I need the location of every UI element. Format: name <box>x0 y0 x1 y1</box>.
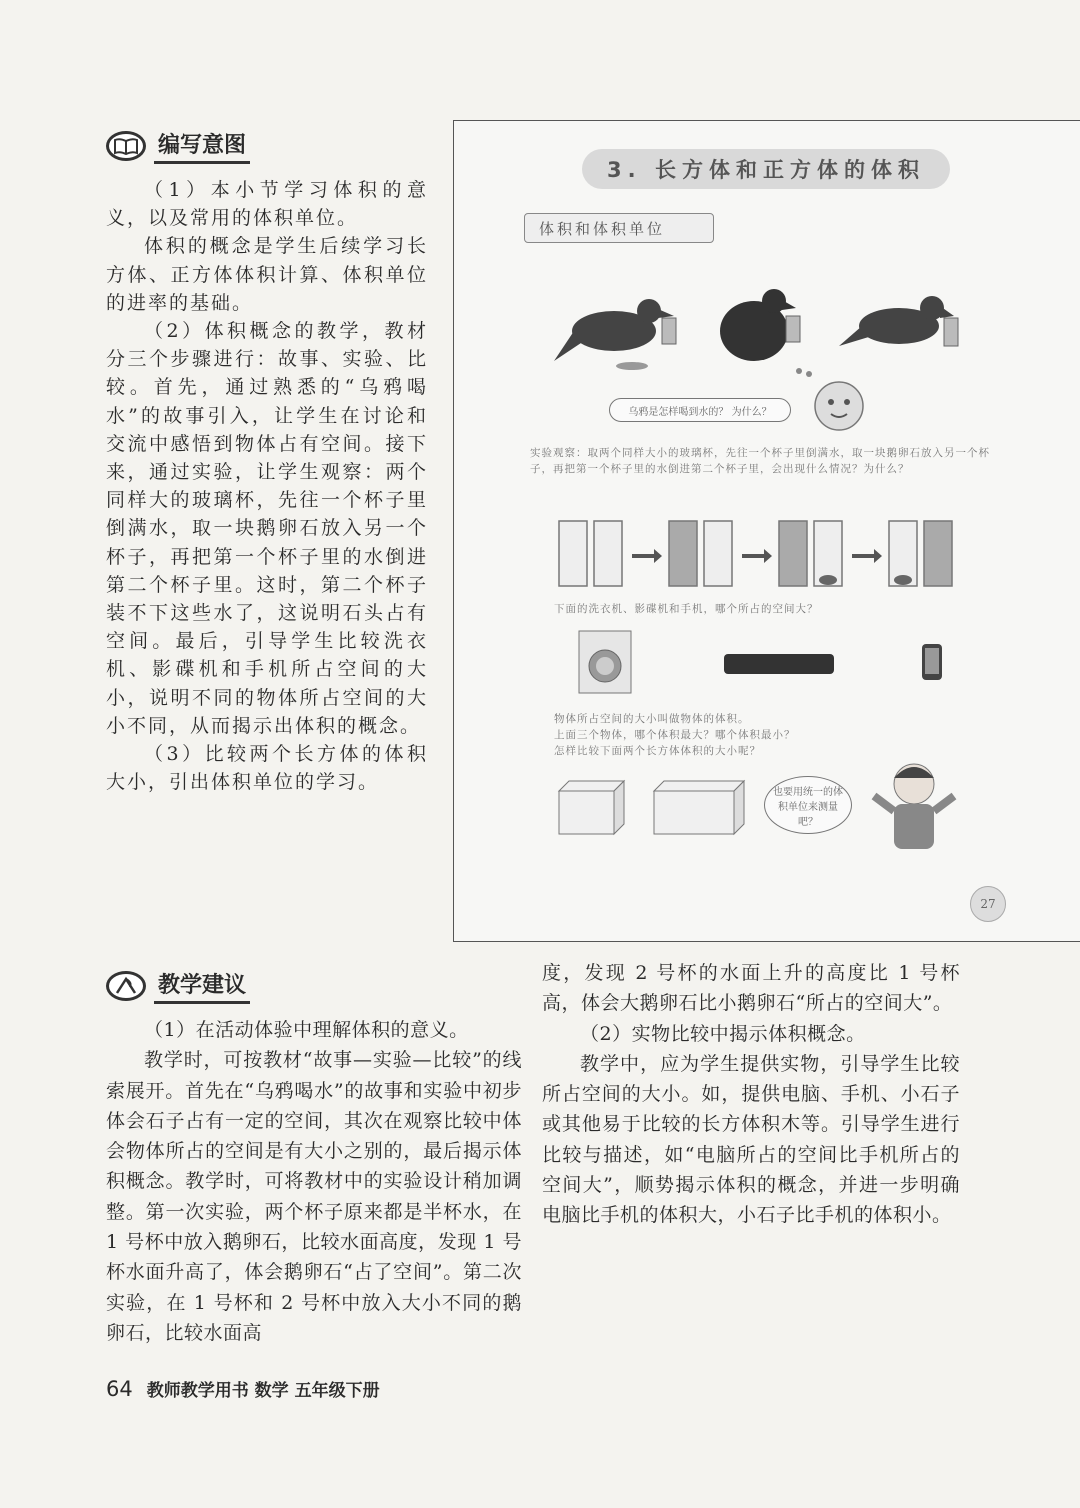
space-question: 下面的洗衣机、影碟机和手机，哪个所占的空间大？ <box>554 603 819 615</box>
section-title: 编写意图 <box>154 128 250 164</box>
paragraph: 教学时，可按教材“故事—实验—比较”的线索展开。首先在“乌鸦喝水”的故事和实验中初步体会石子占有一定的空间，其次在观察比较中体会物体所占的空间是有大小之别的，最后揭示体积概念。教学时，可将教材中的实验设计稍加调整。第一次实验，两个杯子原来都是半杯水，在 1 号杯中放入鹅卵石，比较水面高度，发现 1 号杯水面升高了，体会鹅卵石“占了空间”。第二次实验，在 1 号杯和 2 号杯中放入大小不同的鹅卵石，比较水面高 <box>106 1049 522 1344</box>
cups-experiment <box>554 516 974 596</box>
crow-1 <box>554 299 676 370</box>
cuboids-illustration <box>554 776 754 836</box>
paragraph: 教学中，应为学生提供实物，引导学生比较所占空间的大小。如，提供电脑、手机、小石子或其他易于比较的长方体积木等。引导学生进行比较与描述，如“电脑所占的空间比手机所占的空间大”，顺势揭示体积的概念，并进一步明确电脑比手机的体积大，小石子比手机的体积小。 <box>542 1052 960 1227</box>
crow-2 <box>720 289 812 377</box>
objects-illustration <box>574 626 954 701</box>
paragraph: 体积的概念是学生后续学习长方体、正方体体积计算、体积单位的进率的基础。 <box>106 235 428 314</box>
open-book-icon <box>106 131 146 161</box>
page-number: 64 <box>106 1377 133 1401</box>
crow-3 <box>839 296 958 346</box>
suggestions-right-column <box>542 958 960 1231</box>
experiment-text: 实验观察：取两个同样大小的玻璃杯，先往一个杯子里倒满水，取一块鹅卵石放入另一个杯子，再把第一个杯子里的水倒进第二个杯子里，会出现什么情况？为什么？ <box>530 447 990 475</box>
teaching-icon <box>106 971 146 1001</box>
volume-concept: 物体所占空间的大小叫做物体的体积。 <box>554 713 750 725</box>
crow-illustration <box>554 276 974 386</box>
intent-text <box>106 176 428 796</box>
compare-question: 怎样比较下面两个长方体体积的大小呢？ <box>554 745 761 757</box>
paragraph: （2）体积概念的教学，教材分三个步骤进行：故事、实验、比较。首先，通过熟悉的“乌鸦喝水”的故事引入，让学生在讨论和交流中感悟到物体占有空间。接下来，通过实验，让学生观察：两个同样大的玻璃杯，先往一个杯子里倒满水，取一块鹅卵石放入另一个杯子，再把第一个杯子里的水倒进第二个杯子里。这时，第二个杯子装不下这些水了，这说明石头占有空间。最后，引导学生比较洗衣机、影碟机和手机所占空间的大小，说明不同的物体所占空间的大小不同，从而揭示出体积的概念。 <box>106 320 428 737</box>
paragraph: （3）比较两个长方体的体积大小，引出体积单位的学习。 <box>106 743 428 794</box>
book-title: 教师教学用书 数学 五年级下册 <box>146 1381 380 1401</box>
textbook-subtitle: 体积和体积单位 <box>524 213 714 243</box>
textbook-title: 3. 长方体和正方体的体积 <box>582 149 950 189</box>
child-icon <box>869 756 959 856</box>
mascot-icon <box>809 376 869 438</box>
section-title: 教学建议 <box>154 968 250 1004</box>
textbook-page-number: 27 <box>970 886 1006 922</box>
textbook-page <box>453 120 1080 942</box>
page-footer <box>106 1376 380 1401</box>
phone-icon <box>922 644 942 680</box>
crow-question-bubble: 乌鸦是怎样喝到水的？ 为什么？ <box>609 398 791 422</box>
section-header-intent <box>106 128 250 164</box>
washing-machine-icon <box>579 631 631 693</box>
which-question: 上面三个物体，哪个体积最大？哪个体积最小？ <box>554 729 796 741</box>
paragraph: （2）实物比较中揭示体积概念。 <box>580 1022 866 1045</box>
paragraph: （1）在活动体验中理解体积的意义。 <box>144 1019 469 1041</box>
suggestions-left-column <box>106 1015 522 1348</box>
section-header-suggestions <box>106 968 250 1004</box>
dvd-player-icon <box>724 654 834 674</box>
paragraph: （1）本小节学习体积的意义，以及常用的体积单位。 <box>106 179 428 230</box>
paragraph: 度，发现 2 号杯的水面上升的高度比 1 号杯高，体会大鹅卵石比小鹅卵石“所占的空间大”。 <box>542 962 960 1015</box>
child-thought-bubble: 也要用统一的体积单位来测量吧？ <box>764 776 852 834</box>
